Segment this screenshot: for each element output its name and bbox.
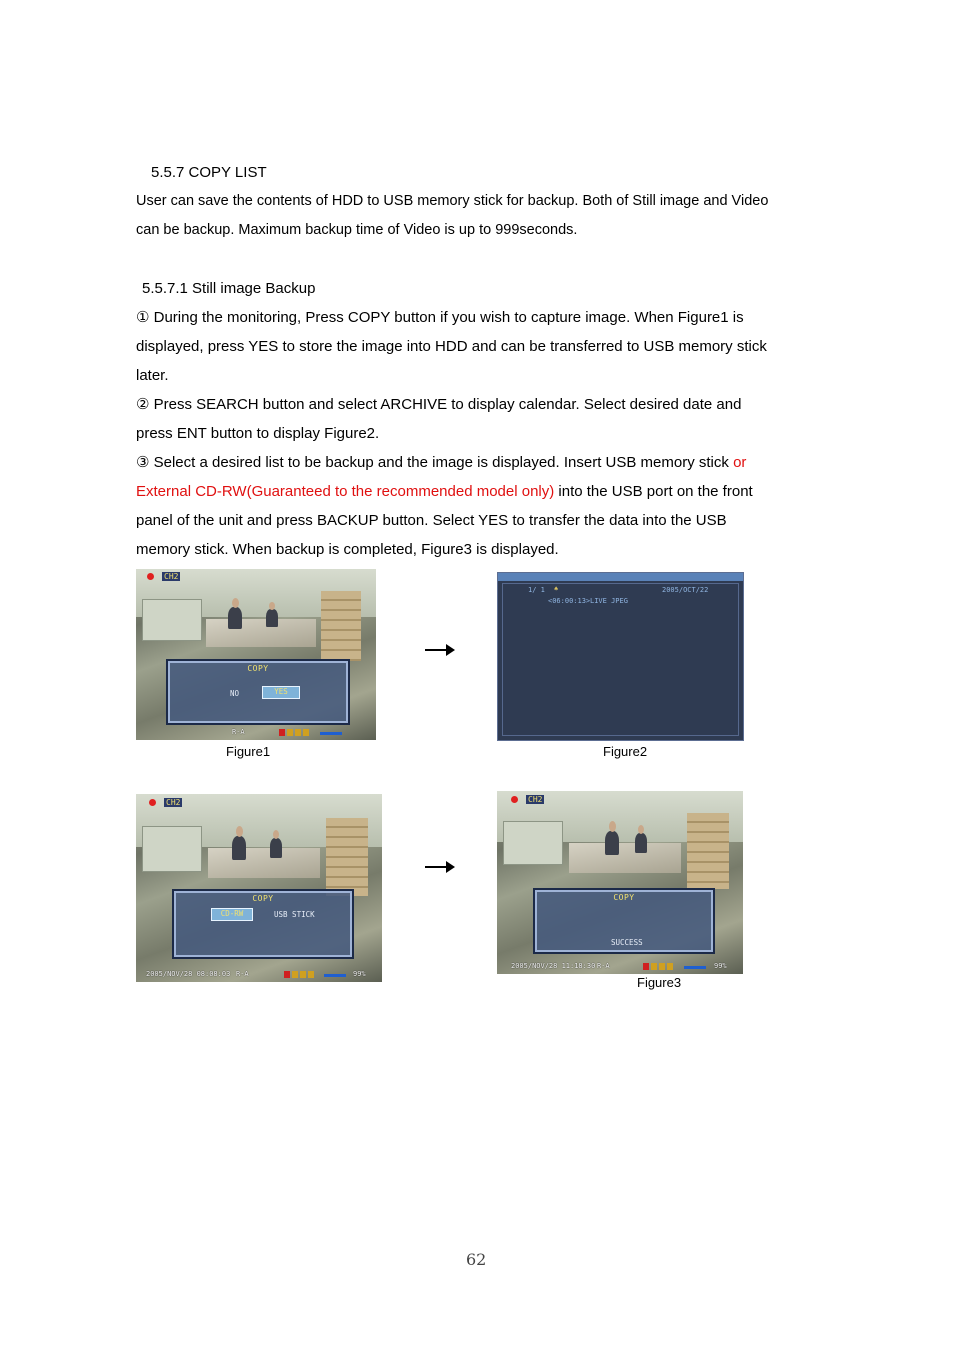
person — [266, 609, 278, 627]
status-indicator-icon — [308, 971, 314, 978]
step3-line1-text: ③ Select a desired list to be backup and the image is displayed. Insert USB memory stick — [136, 454, 734, 471]
steps-block — [136, 303, 826, 564]
option-yes-button[interactable]: YES — [262, 686, 300, 699]
status-mode: R-A — [236, 970, 249, 978]
step3-line — [136, 477, 826, 506]
dialog-title: COPY — [613, 893, 635, 902]
copy-dialog — [172, 889, 354, 959]
hdd-usage-bar — [320, 732, 342, 735]
office-partition — [503, 821, 563, 865]
intro-line: can be backup. Maximum backup time of Video is up to 999seconds. — [136, 222, 578, 238]
hdd-usage-bar — [324, 974, 346, 977]
step2-line: ② Press SEARCH button and select ARCHIVE to display calendar. Select desired date and — [136, 396, 742, 413]
office-partition — [142, 826, 202, 872]
status-indicator-icon — [300, 971, 306, 978]
subsection-heading: 5.5.7.1 Still image Backup — [142, 280, 316, 297]
channel-label: CH2 — [528, 795, 543, 804]
hdd-percent: 99% — [353, 970, 366, 978]
step2-line: press ENT button to display Figure2. — [136, 425, 380, 442]
figure3-image — [497, 791, 743, 974]
status-indicator-icon — [651, 963, 657, 970]
status-indicator-icon — [643, 963, 649, 970]
person — [605, 831, 619, 855]
status-mode: R-A — [597, 962, 610, 970]
archive-date: 2005/OCT/22 — [662, 586, 709, 594]
figure2-caption: Figure2 — [603, 744, 648, 759]
option-usb-stick[interactable]: USB STICK — [274, 910, 315, 919]
bell-icon: ♠ — [554, 585, 559, 593]
record-indicator-icon — [147, 573, 154, 580]
hdd-usage-bar — [684, 966, 706, 969]
figure1-caption: Figure1 — [226, 744, 271, 759]
status-bar — [136, 968, 382, 982]
office-desk — [569, 843, 681, 873]
copy-dialog — [166, 659, 350, 725]
person — [635, 833, 647, 853]
office-desk — [208, 848, 320, 878]
archive-entry-name[interactable]: LIVE JPEG — [590, 597, 628, 605]
arrow-right-icon — [425, 649, 453, 651]
status-indicator-icon — [295, 729, 301, 736]
office-boxes — [687, 813, 729, 889]
step1-line: displayed, press YES to store the image into HDD and can be transferred to USB memory stick — [136, 338, 767, 355]
intro-paragraph — [136, 187, 816, 245]
dialog-title: COPY — [247, 664, 269, 673]
channel-label: CH2 — [166, 798, 181, 807]
step3-line: memory stick. When backup is completed, Figure3 is displayed. — [136, 541, 559, 558]
status-indicator-icon — [292, 971, 298, 978]
office-boxes — [326, 818, 368, 896]
office-boxes — [321, 591, 361, 661]
status-indicator-icon — [303, 729, 309, 736]
status-indicator-icon — [659, 963, 665, 970]
status-timestamp: 2005/NOV/28 11:18:30 — [511, 962, 596, 970]
step1-line: ① During the monitoring, Press COPY button if you wish to capture image. When Figure1 is — [136, 309, 744, 326]
option-no[interactable]: NO — [230, 689, 240, 698]
archive-page: 1/ 1 — [528, 586, 545, 594]
person — [232, 836, 246, 860]
figure3-caption: Figure3 — [637, 975, 682, 990]
copy-success-status: SUCCESS — [611, 938, 643, 947]
status-bar — [136, 726, 376, 740]
record-indicator-icon — [149, 799, 156, 806]
intro-line: User can save the contents of HDD to USB memory stick for backup. Both of Still image and Video — [136, 193, 769, 209]
office-partition — [142, 599, 202, 641]
status-mode: R-A — [232, 728, 245, 736]
figure2-image — [497, 572, 744, 741]
archive-title-bar — [498, 573, 743, 581]
archive-list-panel — [502, 583, 739, 736]
step3-line2-red: External CD-RW(Guaranteed to the recommended model only) — [136, 483, 555, 500]
status-timestamp: 2005/NOV/28 08:08:03 — [146, 970, 231, 978]
dialog-title: COPY — [252, 894, 274, 903]
figure1-image — [136, 569, 376, 740]
option-cdrw-button[interactable]: CD-RW — [211, 908, 253, 921]
copy-dialog — [533, 888, 715, 954]
record-indicator-icon — [511, 796, 518, 803]
status-indicator-icon — [284, 971, 290, 978]
hdd-percent: 99% — [714, 962, 727, 970]
step1-line: later. — [136, 367, 169, 384]
arrow-right-icon — [425, 866, 453, 868]
archive-entry-time[interactable]: <06:00:13> — [548, 597, 591, 605]
status-indicator-icon — [667, 963, 673, 970]
step3-line2-text: into the USB port on the front — [554, 483, 753, 500]
status-indicator-icon — [279, 729, 285, 736]
status-indicator-icon — [287, 729, 293, 736]
channel-label: CH2 — [164, 572, 179, 581]
person — [228, 607, 242, 629]
office-desk — [206, 619, 316, 647]
step3-line — [136, 448, 826, 477]
step3-line1-red: or — [733, 454, 747, 471]
page-number: 62 — [466, 1250, 487, 1269]
section-heading: 5.5.7 COPY LIST — [151, 164, 267, 181]
step3-line: panel of the unit and press BACKUP button. Select YES to transfer the data into the USB — [136, 512, 727, 529]
media-select-image — [136, 794, 382, 982]
status-bar — [497, 960, 743, 974]
person — [270, 838, 282, 858]
